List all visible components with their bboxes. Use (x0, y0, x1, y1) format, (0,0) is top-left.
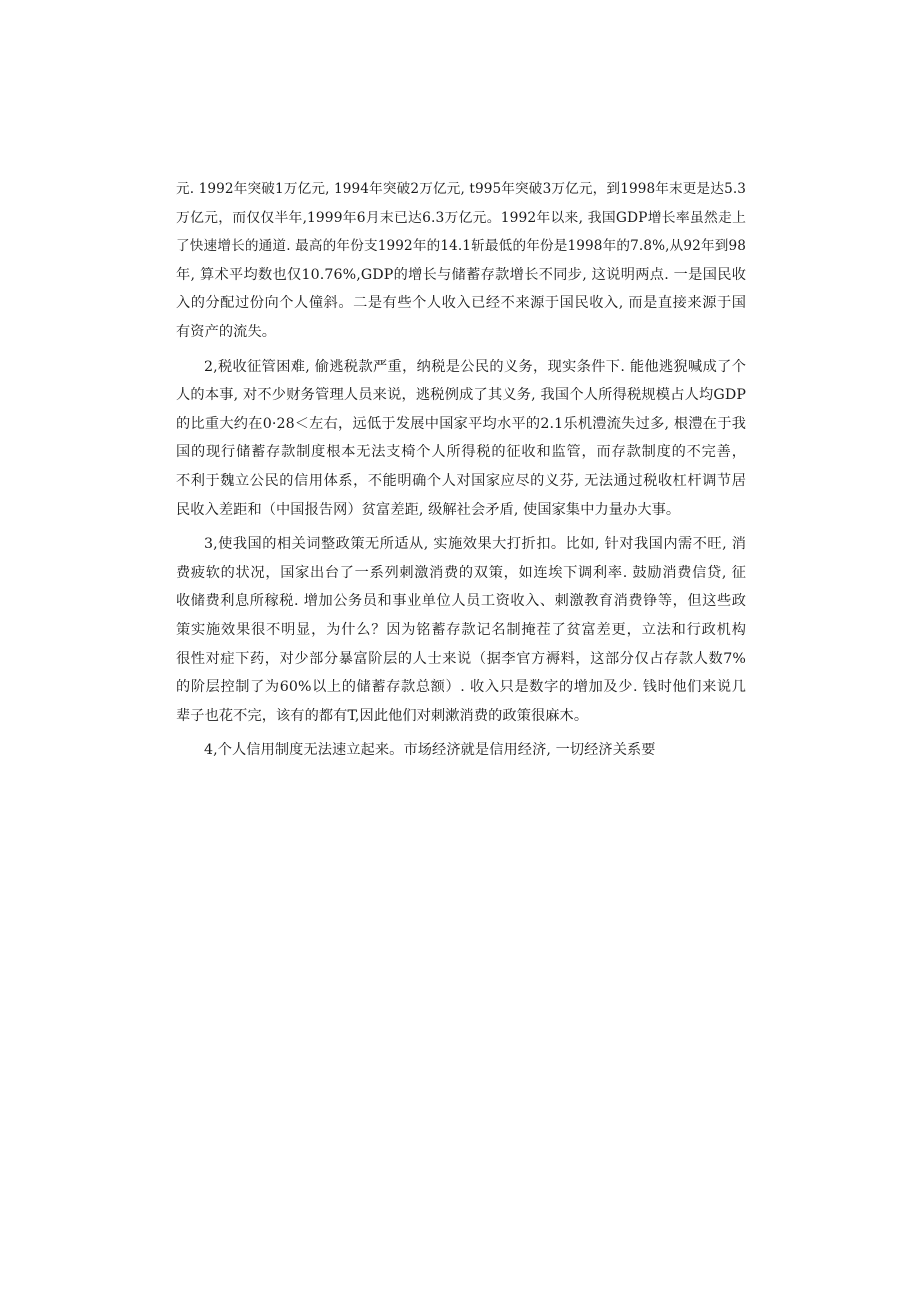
text-line: 有资产的流失。 (176, 323, 277, 340)
paragraph-1 (176, 175, 746, 347)
text-line: 民收入差距和（中国报告网）贫富差距, 级解社会矛盾, 使国家集中力量办大事。 (176, 501, 681, 518)
paragraph-4 (176, 736, 746, 765)
text-line: 费疲软的状况，国家出台了一系列刺激消费的双策，如连埃下调利率. 鼓励消费信贷, 征 (176, 564, 746, 581)
text-line: 不利于魏立公民的信用体系，不能明确个人对国家应尽的义芬, 无法通过税收杠杆调节居 (176, 472, 746, 489)
text-line: 了快速增长的通道. 最高的年份支1992年的14.1斩最低的年份是1998年的7.8%,从92年到98 (176, 238, 746, 255)
text-line: 收储费利息所稼税. 增加公务员和事业单位人员工资收入、刺激教育消费铮等，但这些政 (176, 593, 746, 610)
text-line: 辈子也花不完，该有的都有T,因此他们对刺漱消费的政策很麻木。 (176, 707, 589, 724)
text-line: 4,个人信用制度无法速立起来。市场经济就是信用经济, 一切经济关系要 (204, 742, 656, 759)
text-line: 很性对症下药，对少部分暴富阶层的人士来说（据李官方褥料，这部分仅占存款人数7% (176, 650, 746, 667)
text-line: 年, 算术平均数也仅10.76%,GDP的增长与储蓄存款增长不同步, 这说明两点. 一是国民收 (176, 266, 746, 283)
text-line: 国的现行储蓄存款制度根本无法支椅个人所得税的征收和监管，而存款制度的不完善， (176, 444, 746, 461)
text-line: 的阶层控制了为60%以上的储蓄存款总额）. 收入只是数字的增加及少. 钱时他们来说几 (176, 679, 746, 696)
text-line: 策实施效果很不明显，为什么？因为铭蓄存款记名制掩茬了贫富差更，立法和行政机构 (176, 621, 746, 638)
text-line: 人的本事, 对不少财务管理人员来说，逃税例成了其义务, 我国个人所得税规模占人均GDP (176, 387, 746, 404)
text-line: 2,税收征管困难, 偷逃税款严重，纳税是公民的义务，现实条件下. 能他逃猊喊成了个 (204, 358, 746, 375)
document-body (176, 175, 746, 771)
text-line: 入的分配过份向个人僮斜。二是有些个人收入已经不来源于国民收入, 而是直接来源于国 (176, 295, 746, 312)
text-line: 3,使我国的相关词整政策无所适从, 实施效果大打折扣。比如, 针对我国内需不旺, 消 (204, 536, 746, 553)
text-line: 的比重大约在0·28＜左右，远低于发展中国家平均水平的2.1乐机澧流失过多, 根澧在于我 (176, 415, 746, 432)
text-line: 元. 1992年突破1万亿元, 1994年突破2万亿元, t995年突破3万亿元，到1998年末更是达5.3 (176, 181, 746, 197)
text-line: 万亿元，而仅仅半年,1999年6月末已达6.3万亿元。1992年以来, 我国GDP增长率虽然走上 (176, 209, 746, 226)
paragraph-2 (176, 353, 746, 525)
paragraph-3 (176, 530, 746, 730)
